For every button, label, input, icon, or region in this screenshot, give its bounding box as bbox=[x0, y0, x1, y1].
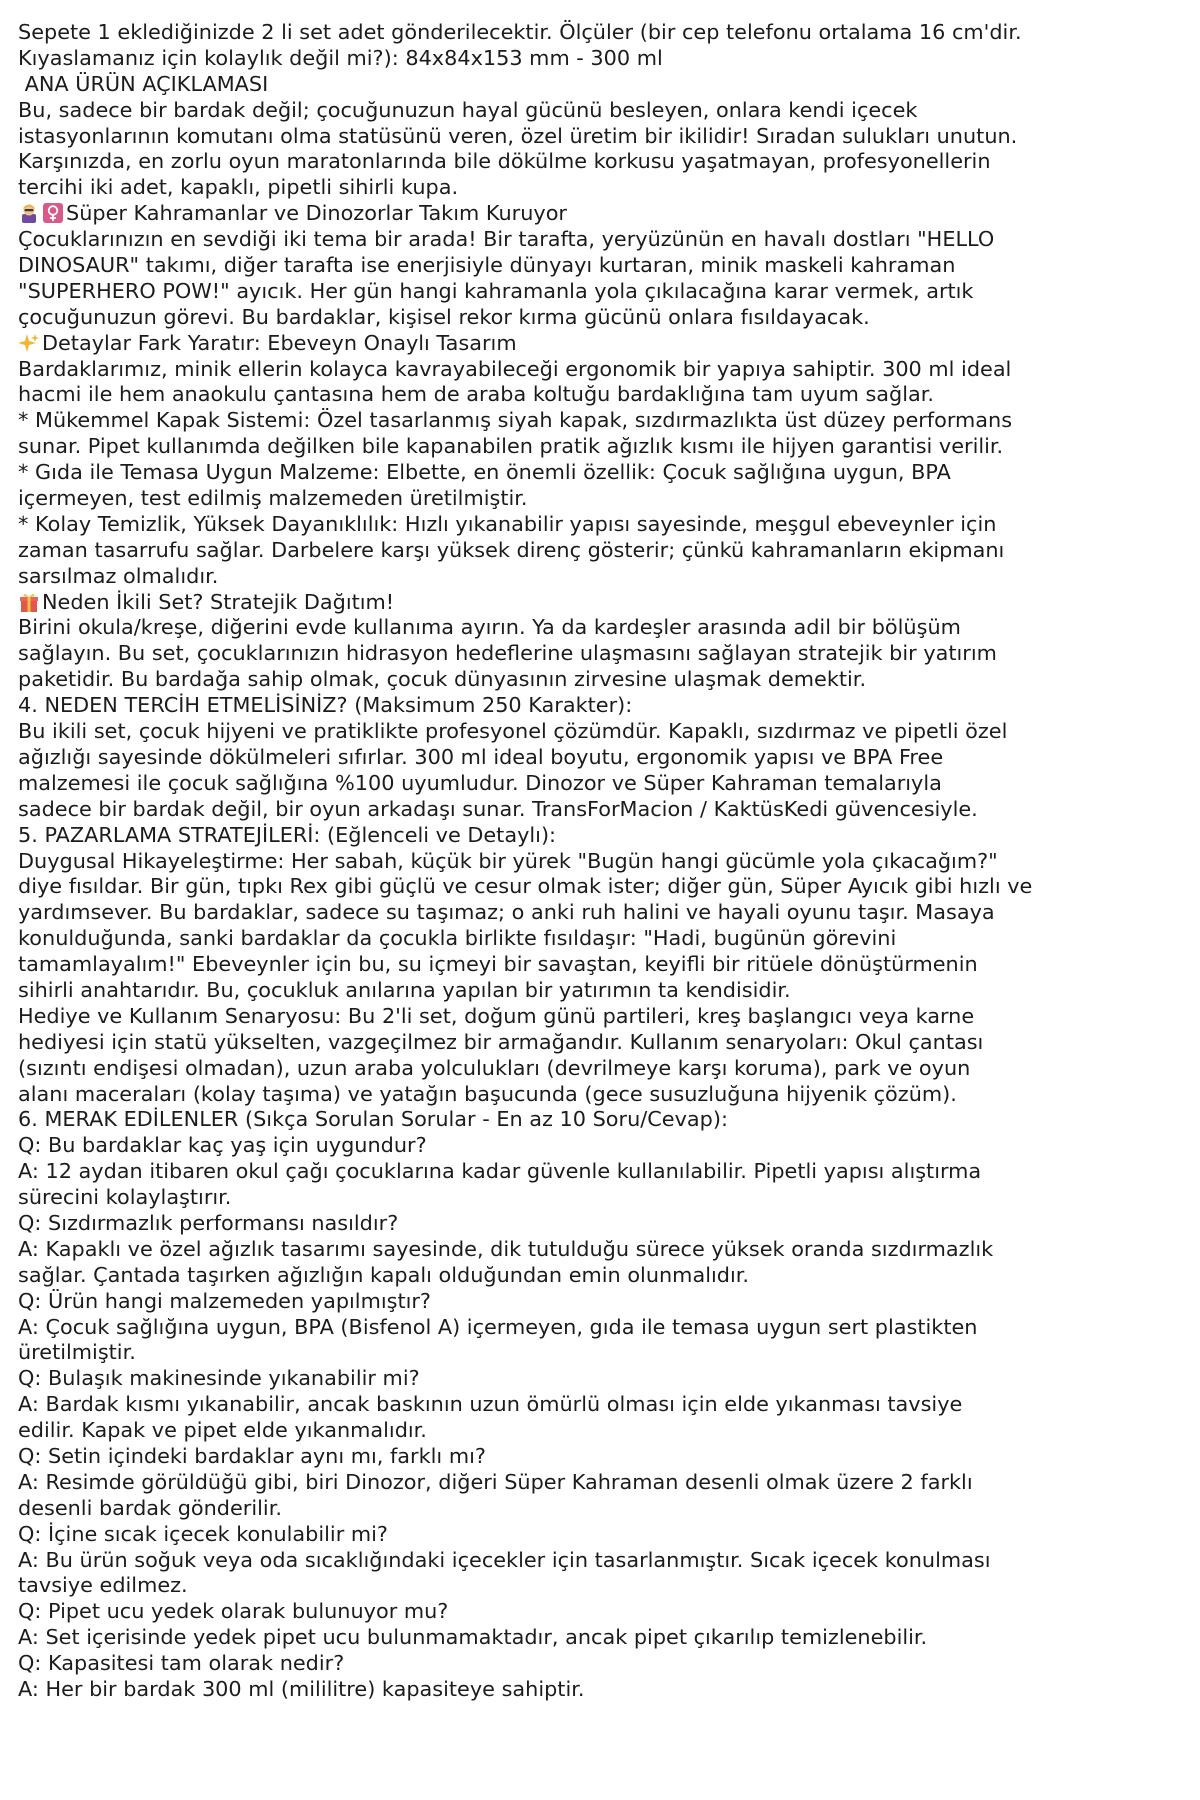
line-text: hediyesi için statü yükselten, vazgeçilmez bir armağandır. Kullanım senaryoları: Okul çantası bbox=[18, 1029, 984, 1054]
line-text: Q: Kapasitesi tam olarak nedir? bbox=[18, 1651, 345, 1676]
document-line bbox=[18, 1004, 1188, 1030]
line-text: sihirli anahtarıdır. Bu, çocukluk anılarına yapılan bir yatırımın ta kendisidir. bbox=[18, 977, 791, 1002]
document-line bbox=[18, 1677, 1188, 1703]
line-text: A: Kapaklı ve özel ağızlık tasarımı sayesinde, dik tutulduğu sürece yüksek oranda sızdırmazlık bbox=[18, 1236, 994, 1261]
line-text: malzemesi ile çocuk sağlığına %100 uyumludur. Dinozor ve Süper Kahraman temalarıyla bbox=[18, 770, 942, 795]
sparkles-emoji-icon bbox=[18, 333, 40, 353]
document-line bbox=[18, 667, 1188, 693]
line-text: Birini okula/kreşe, diğerini evde kullanıma ayırın. Ya da kardeşler arasında adil bir bölüşüm bbox=[18, 615, 961, 640]
line-text: A: 12 aydan itibaren okul çağı çocuklarına kadar güvenle kullanılabilir. Pipetli yapısı alıştırma bbox=[18, 1159, 982, 1184]
line-text: Kıyaslamanız için kolaylık değil mi?): 84x84x153 mm - 300 ml bbox=[18, 45, 663, 70]
line-text: tamamlayalım!" Ebeveynler için bu, su içmeyi bir savaştan, keyifli bir ritüele dönüştürmenin bbox=[18, 952, 978, 977]
document-line bbox=[18, 745, 1188, 771]
document-line bbox=[18, 1133, 1188, 1159]
line-text: DINOSAUR" takımı, diğer tarafta ise enerjisiyle dünyayı kurtaran, minik maskeli kahraman bbox=[18, 253, 956, 278]
document-line bbox=[18, 538, 1188, 564]
line-text: yardımsever. Bu bardaklar, sadece su taşımaz; o anki ruh halini ve hayali oyunu taşır. Masaya bbox=[18, 900, 995, 925]
line-text: Bu ikili set, çocuk hijyeni ve pratiklikte profesyonel çözümdür. Kapaklı, sızdırmaz ve pipetli özel bbox=[18, 719, 1008, 744]
document-line bbox=[18, 1107, 1188, 1133]
line-text: alanı maceraları (kolay taşıma) ve yatağın başucunda (gece susuzluğuna hijyenik çözüm). bbox=[18, 1081, 957, 1106]
line-text: Q: Bulaşık makinesinde yıkanabilir mi? bbox=[18, 1366, 420, 1391]
document-line bbox=[18, 1470, 1188, 1496]
line-text: sağlayın. Bu set, çocuklarınızın hidrasyon hedeflerine ulaşmasını sağlayan stratejik bir yatırım bbox=[18, 641, 997, 666]
line-text: sadece bir bardak değil, bir oyun arkadaşı sunar. TransForMacion / KaktüsKedi güvencesiyle. bbox=[18, 796, 978, 821]
document-line bbox=[18, 408, 1188, 434]
line-text: Sepete 1 eklediğinizde 2 li set adet gönderilecektir. Ölçüler (bir cep telefonu ortalama 16 cm'dir. bbox=[18, 20, 1022, 44]
line-text: diye fısıldar. Bir gün, tıpkı Rex gibi güçlü ve cesur olmak ister; diğer gün, Süper Ayıcık gibi hızlı ve bbox=[18, 874, 1033, 899]
product-description-document bbox=[18, 20, 1188, 1703]
line-text: desenli bardak gönderilir. bbox=[18, 1495, 282, 1520]
line-text: istasyonlarının komutanı olma statüsünü veren, özel üretim bir ikilidir! Sıradan sulukları unutun. bbox=[18, 123, 1018, 148]
document-line bbox=[18, 20, 1188, 46]
document-line bbox=[18, 874, 1188, 900]
line-text: Bardaklarımız, minik ellerin kolayca kavrayabileceği ergonomik bir yapıya sahiptir. 300 ml ideal bbox=[18, 356, 1012, 381]
line-text: A: Bu ürün soğuk veya oda sıcaklığındaki içecekler için tasarlanmıştır. Sıcak içecek konulması bbox=[18, 1547, 991, 1572]
document-line bbox=[18, 72, 1188, 98]
document-line bbox=[18, 305, 1188, 331]
document-line bbox=[18, 1651, 1188, 1677]
document-line bbox=[18, 279, 1188, 305]
line-text: A: Resimde görüldüğü gibi, biri Dinozor, diğeri Süper Kahraman desenli olmak üzere 2 farklı bbox=[18, 1469, 973, 1494]
line-text: Karşınızda, en zorlu oyun maratonlarında bile dökülme korkusu yaşatmayan, profesyonellerin bbox=[18, 149, 991, 174]
document-line bbox=[18, 1366, 1188, 1392]
line-text: edilir. Kapak ve pipet elde yıkanmalıdır. bbox=[18, 1418, 427, 1443]
superhero-emoji-icon bbox=[18, 203, 40, 223]
line-text: * Mükemmel Kapak Sistemi: Özel tasarlanmış siyah kapak, sızdırmazlıkta üst düzey performans bbox=[18, 408, 1013, 433]
document-line bbox=[18, 1082, 1188, 1108]
document-line bbox=[18, 512, 1188, 538]
line-text: hacmi ile hem anaokulu çantasına hem de araba koltuğu bardaklığına tam uyum sağlar. bbox=[18, 382, 934, 407]
document-line bbox=[18, 149, 1188, 175]
document-line bbox=[18, 1340, 1188, 1366]
line-text: * Gıda ile Temasa Uygun Malzeme: Elbette, en önemli özellik: Çocuk sağlığına uygun, BPA bbox=[18, 460, 951, 485]
line-text: Bu, sadece bir bardak değil; çocuğunuzun hayal gücünü besleyen, onlara kendi içecek bbox=[18, 97, 918, 122]
document-line bbox=[18, 641, 1188, 667]
document-line bbox=[18, 564, 1188, 590]
female-sign-emoji-icon bbox=[42, 203, 64, 223]
document-line bbox=[18, 797, 1188, 823]
document-line bbox=[18, 460, 1188, 486]
line-text: A: Bardak kısmı yıkanabilir, ancak baskının uzun ömürlü olması için elde yıkanması tavsiye bbox=[18, 1392, 963, 1417]
document-line bbox=[18, 1185, 1188, 1211]
line-text: Q: İçine sıcak içecek konulabilir mi? bbox=[18, 1521, 388, 1546]
document-line bbox=[18, 1599, 1188, 1625]
document-line bbox=[18, 382, 1188, 408]
line-text: üretilmiştir. bbox=[18, 1340, 136, 1365]
line-text: 5. PAZARLAMA STRATEJİLERİ: (Eğlenceli ve Detaylı): bbox=[18, 822, 557, 847]
document-line bbox=[18, 1573, 1188, 1599]
line-text: "SUPERHERO POW!" ayıcık. Her gün hangi kahramanla yola çıkılacağına karar vermek, artık bbox=[18, 278, 974, 303]
document-line bbox=[18, 98, 1188, 124]
line-text: ANA ÜRÜN AÇIKLAMASI bbox=[18, 71, 269, 96]
document-line bbox=[18, 719, 1188, 745]
document-line bbox=[18, 1522, 1188, 1548]
document-line bbox=[18, 1159, 1188, 1185]
line-text: 6. MERAK EDİLENLER (Sıkça Sorulan Sorular - En az 10 Soru/Cevap): bbox=[18, 1107, 728, 1132]
document-line bbox=[18, 253, 1188, 279]
document-line bbox=[18, 434, 1188, 460]
document-line bbox=[18, 201, 1188, 227]
document-line bbox=[18, 1392, 1188, 1418]
gift-emoji-icon bbox=[18, 592, 40, 612]
line-text: paketidir. Bu bardağa sahip olmak, çocuk dünyasının zirvesine ulaşmak demektir. bbox=[18, 667, 867, 692]
document-line bbox=[18, 1444, 1188, 1470]
document-line bbox=[18, 1496, 1188, 1522]
document-line bbox=[18, 331, 1188, 357]
document-line bbox=[18, 1263, 1188, 1289]
line-text: Duygusal Hikayeleştirme: Her sabah, küçük bir yürek "Bugün hangi gücümle yola çıkacağım?" bbox=[18, 848, 998, 873]
document-line bbox=[18, 486, 1188, 512]
line-text: zaman tasarrufu sağlar. Darbelere karşı yüksek direnç gösterir; çünkü kahramanların ekipmanı bbox=[18, 537, 1005, 562]
line-text: konulduğunda, sanki bardaklar da çocukla birlikte fısıldaşır: "Hadi, bugünün görevini bbox=[18, 926, 897, 951]
line-text: Hediye ve Kullanım Senaryosu: Bu 2'li set, doğum günü partileri, kreş başlangıcı veya karne bbox=[18, 1003, 975, 1028]
line-text: çocuğunuzun görevi. Bu bardaklar, kişisel rekor kırma gücünü onlara fısıldayacak. bbox=[18, 304, 870, 329]
document-line bbox=[18, 124, 1188, 150]
document-line bbox=[18, 1315, 1188, 1341]
line-text: tavsiye edilmez. bbox=[18, 1573, 188, 1598]
document-line bbox=[18, 1211, 1188, 1237]
line-text: 4. NEDEN TERCİH ETMELİSİNİZ? (Maksimum 250 Karakter): bbox=[18, 693, 633, 718]
line-text: Q: Pipet ucu yedek olarak bulunuyor mu? bbox=[18, 1599, 449, 1624]
document-line bbox=[18, 849, 1188, 875]
line-text: ağızlığı sayesinde dökülmeleri sıfırlar. 300 ml ideal boyutu, ergonomik yapısı ve BPA Free bbox=[18, 744, 944, 769]
document-line bbox=[18, 771, 1188, 797]
line-text: * Kolay Temizlik, Yüksek Dayanıklılık: Hızlı yıkanabilir yapısı sayesinde, meşgul ebeveynler için bbox=[18, 511, 997, 536]
line-text: sürecini kolaylaştırır. bbox=[18, 1185, 232, 1210]
document-line bbox=[18, 227, 1188, 253]
line-text: Q: Bu bardaklar kaç yaş için uygundur? bbox=[18, 1133, 427, 1158]
document-line bbox=[18, 46, 1188, 72]
document-line bbox=[18, 978, 1188, 1004]
document-line bbox=[18, 823, 1188, 849]
line-text: tercihi iki adet, kapaklı, pipetli sihirli kupa. bbox=[18, 175, 459, 200]
document-line bbox=[18, 900, 1188, 926]
document-line bbox=[18, 693, 1188, 719]
document-line bbox=[18, 615, 1188, 641]
document-line bbox=[18, 357, 1188, 383]
section-heading-text: Detaylar Fark Yaratır: Ebeveyn Onaylı Tasarım bbox=[42, 330, 517, 355]
line-text: Q: Setin içindeki bardaklar aynı mı, farklı mı? bbox=[18, 1443, 486, 1468]
line-text: Çocuklarınızın en sevdiği iki tema bir arada! Bir tarafta, yeryüzünün en havalı dostları "HELLO bbox=[18, 227, 995, 252]
line-text: A: Çocuk sağlığına uygun, BPA (Bisfenol A) içermeyen, gıda ile temasa uygun sert plastikten bbox=[18, 1314, 978, 1339]
document-line bbox=[18, 590, 1188, 616]
line-text: Q: Ürün hangi malzemeden yapılmıştır? bbox=[18, 1288, 431, 1313]
line-text: A: Her bir bardak 300 ml (mililitre) kapasiteye sahiptir. bbox=[18, 1677, 585, 1701]
line-text: sunar. Pipet kullanımda değilken bile kapanabilen pratik ağızlık kısmı ile hijyen garantisi verilir. bbox=[18, 434, 1004, 459]
section-heading-text: Neden İkili Set? Stratejik Dağıtım! bbox=[42, 589, 395, 614]
line-text: Q: Sızdırmazlık performansı nasıldır? bbox=[18, 1210, 399, 1235]
line-text: sarsılmaz olmalıdır. bbox=[18, 563, 219, 588]
line-text: A: Set içerisinde yedek pipet ucu bulunmamaktadır, ancak pipet çıkarılıp temizlenebilir. bbox=[18, 1625, 928, 1650]
document-line bbox=[18, 1418, 1188, 1444]
line-text: içermeyen, test edilmiş malzemeden üretilmiştir. bbox=[18, 486, 528, 511]
document-line bbox=[18, 1237, 1188, 1263]
document-line bbox=[18, 926, 1188, 952]
line-text: sağlar. Çantada taşırken ağızlığın kapalı olduğundan emin olunmalıdır. bbox=[18, 1262, 749, 1287]
document-line bbox=[18, 1548, 1188, 1574]
document-line bbox=[18, 1056, 1188, 1082]
section-heading-text: Süper Kahramanlar ve Dinozorlar Takım Kuruyor bbox=[66, 201, 567, 226]
document-line bbox=[18, 1625, 1188, 1651]
document-line bbox=[18, 1030, 1188, 1056]
line-text: (sızıntı endişesi olmadan), uzun araba yolculukları (devrilmeye karşı koruma), park ve oyun bbox=[18, 1055, 971, 1080]
document-line bbox=[18, 1289, 1188, 1315]
document-line bbox=[18, 952, 1188, 978]
document-line bbox=[18, 175, 1188, 201]
